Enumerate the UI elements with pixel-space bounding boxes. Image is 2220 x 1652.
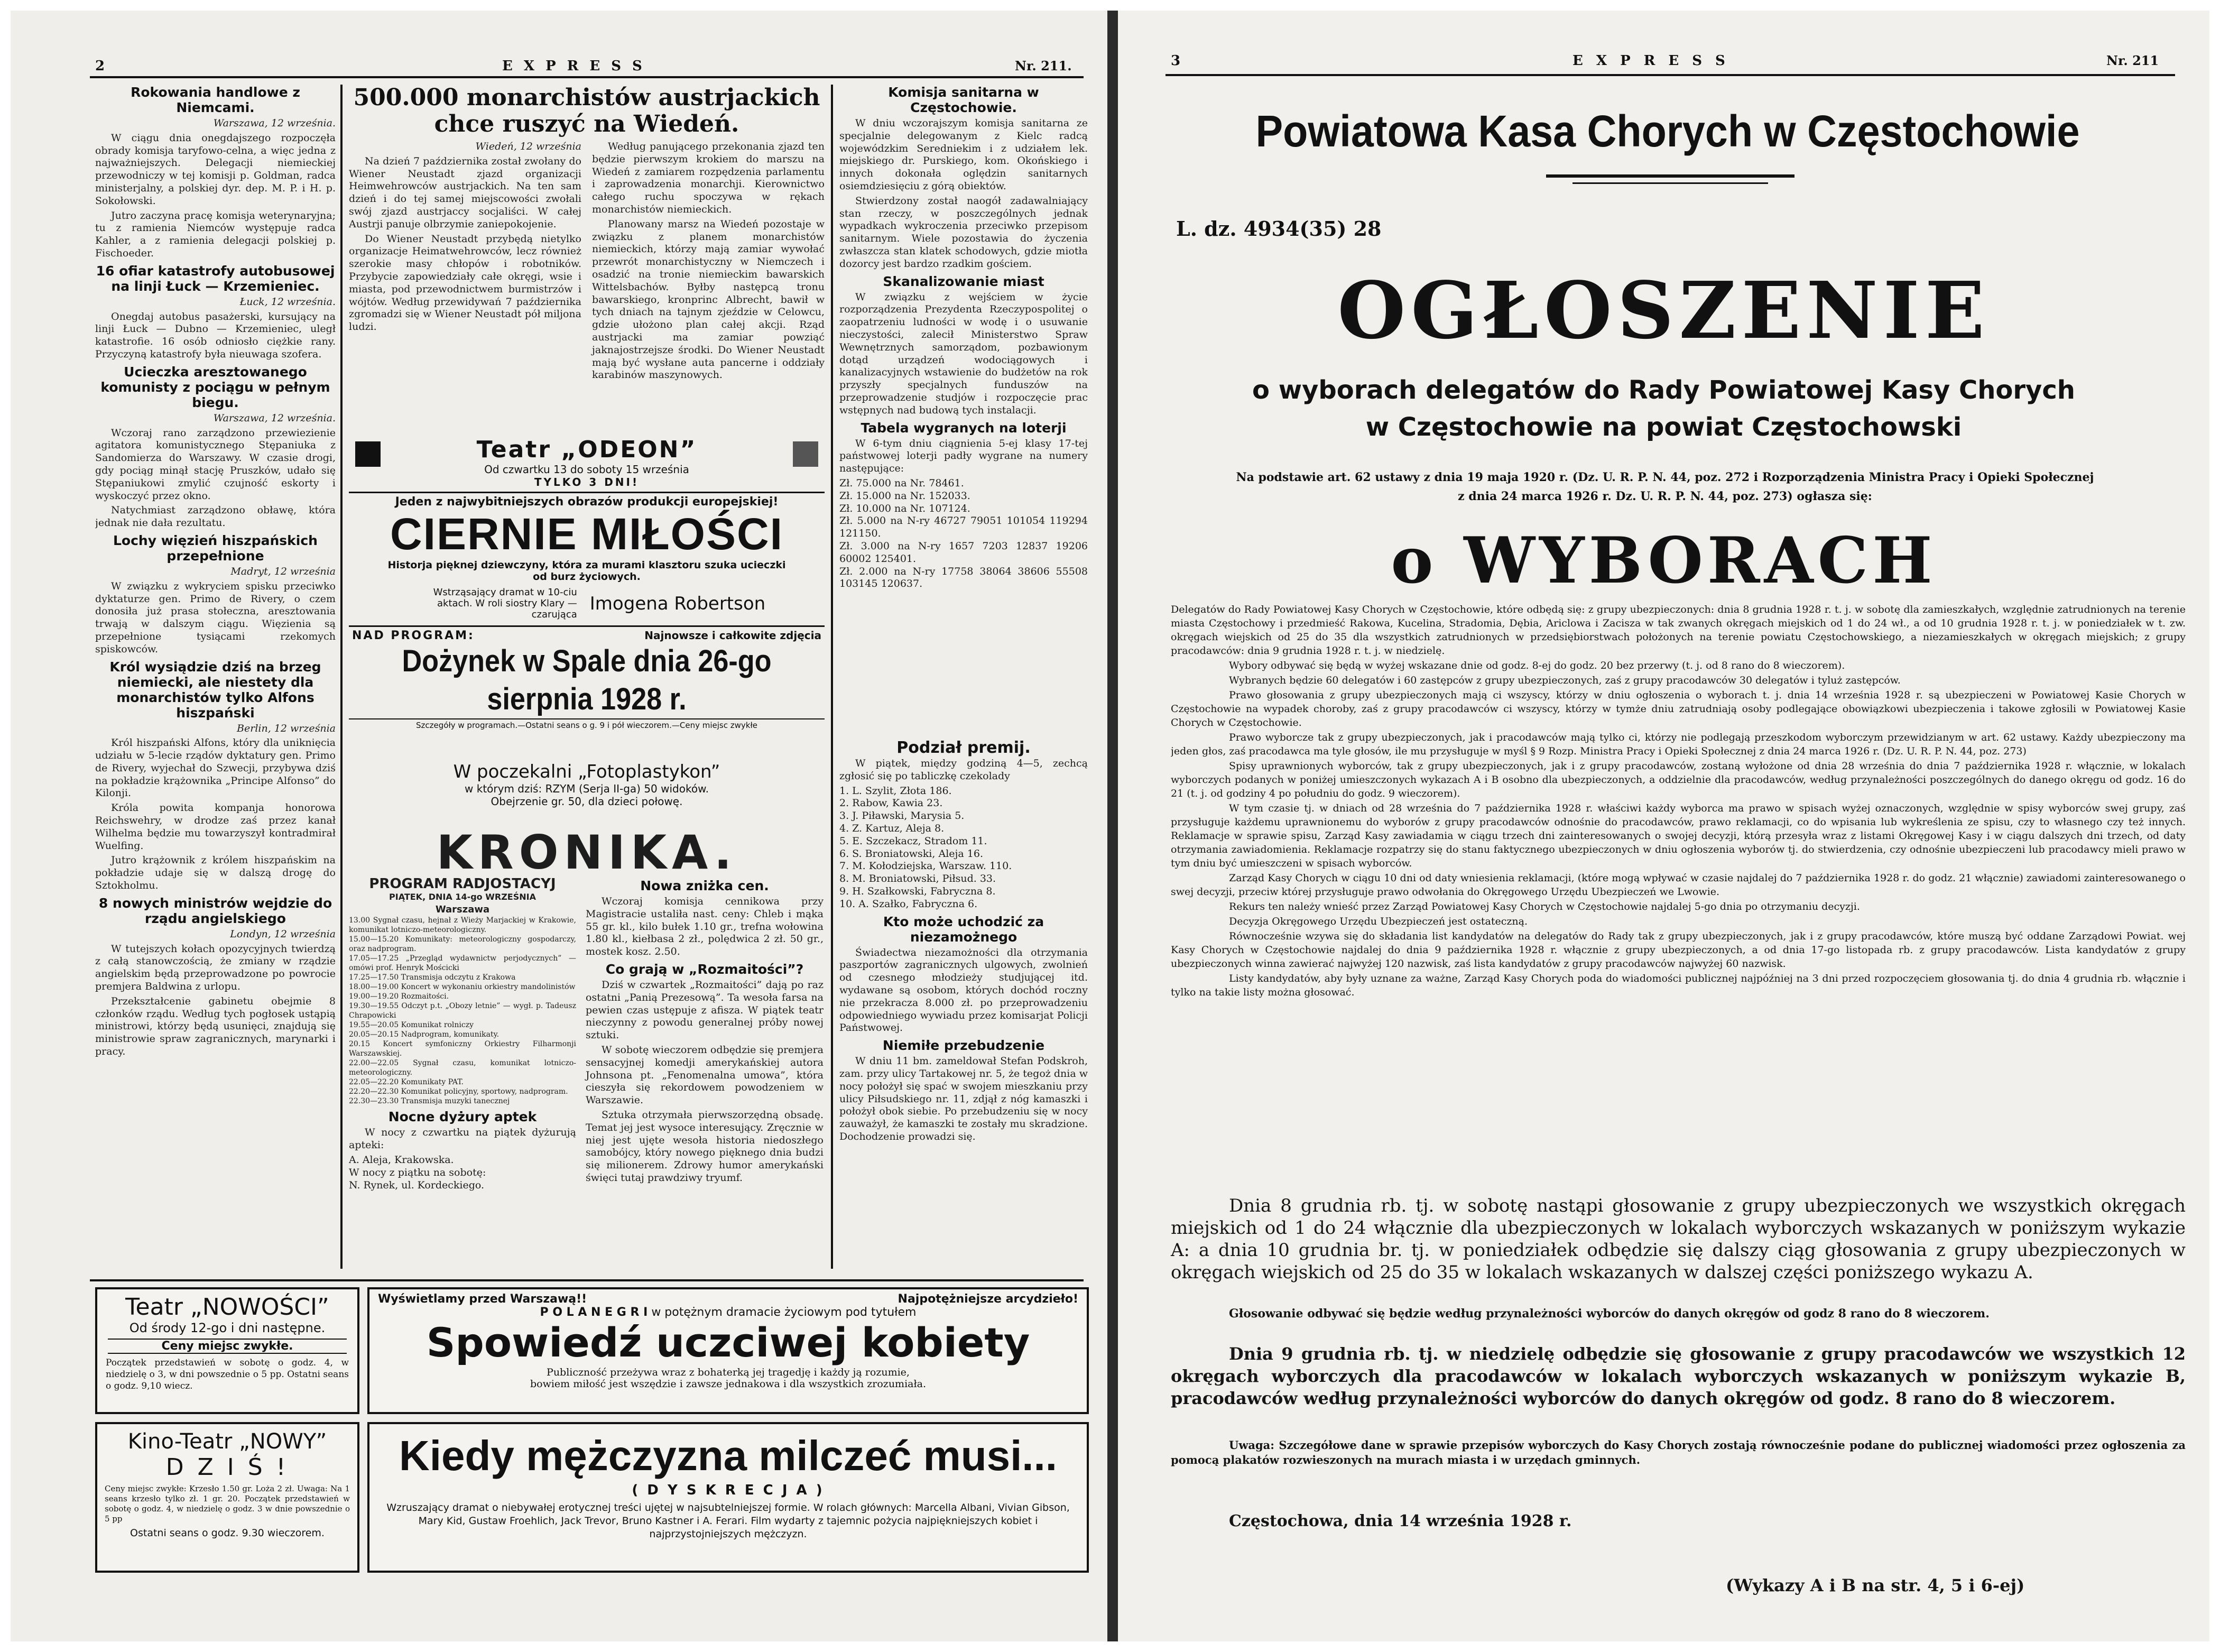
prize-winner: 10. A. Szałko, Fabryczna 6. xyxy=(839,898,978,910)
dateline: Berlin, 12 września xyxy=(237,722,336,734)
price-info: Ceny miejsc zwykłe: Krzesło 1.50 gr. Loża 2 zł. Uwaga: Na 1 seans krzesło tylko zł. 1 gr. 20. Początek przedstawień w sobotę o godz. 4, w niedzielę o godz. 3 w dnie powszednie o 5 pp xyxy=(105,1484,350,1524)
headline: Tabela wygranych na loterji xyxy=(861,420,1067,436)
lottery-line: Zł. 2.000 na N-ry 17758 38064 38606 55508 103145 120637. xyxy=(839,565,1088,590)
film-description: Wstrząsający dramat w 10-ciu aktach. W roli siostry Klary — czarująca xyxy=(433,587,577,620)
film-subtitle: Historja pięknej dziewczyny, która za murami klasztoru szuka ucieczki od burz życiowych. xyxy=(387,559,786,583)
radio-item: 13.00 Sygnał czasu, hejnał z Wieży Marjackiej w Krakowie, komunikat lotniczo-meteorologiczny. xyxy=(349,916,576,935)
main-article xyxy=(349,85,825,423)
article-text: W dniu wczorajszym komisja sanitarna ze specjalnie delegowanym z Kielc radcą wojewódzkim Seredniekim i z udziałem lek. miejskiego dr. Purskiego, kom. Okońskiego i innych dokonała oględzin sanitarnych osiemdziesięciu z górą obiektów. xyxy=(839,117,1088,192)
odeon-footer: Szczegóły w programach.—Ostatni seans o g. 9 i pół wieczorem.—Ceny miejsc zwykłe xyxy=(349,718,825,730)
article-text: W 6-tym dniu ciągnienia 5-ej klasy 17-tej państwowej loterji padły wygrane na numery następujące: xyxy=(839,437,1088,475)
radio-item: 22.05—22.20 Komunikaty PAT. xyxy=(349,1078,464,1087)
days-note: TYLKO 3 DNI! xyxy=(534,476,640,488)
radio-title: PROGRAM RADJOSTACYJ xyxy=(369,876,556,892)
prize-winner: 7. M. Kołodziejska, Warszaw. 110. xyxy=(839,860,1012,872)
headline: Podział premij. xyxy=(896,740,1031,757)
legal-basis: Na podstawie art. 62 ustawy z dnia 19 maja 1920 r. (Dz. U. R. P. N. 44, poz. 272 i Rozporządzenia Ministra Pracy i Opieki Społecznej xyxy=(1236,470,2094,484)
headline: Niemiłe przebudzenie xyxy=(882,1038,1045,1054)
screening-dates: Od czwartku 13 do soboty 15 września xyxy=(484,463,689,476)
article-text: Według panującego przekonania zjazd ten będzie pierwszym krokiem do marszu na Wiedeń z zamiarem rozpędzenia parlamentu i zaprowadzenia monarchji. Kierownictwo całego ruchu spoczywa w rękach monarchistów niemieckich. xyxy=(592,141,825,215)
page-number: 2 xyxy=(95,58,105,74)
article-text: Świadectwa niezamożności dla otrzymania paszportów zagranicznych ulgowych, zwolnień od czesnego młodzieży studjującej itd. wydawane są osobom, których dochód roczny nie przekracza 8.000 zł. po przeprowadzeniu odpowiedniego wywiadu przez komisarjat Policji Państwowej. xyxy=(839,946,1088,1034)
column-rule xyxy=(340,85,343,1269)
section-rule xyxy=(90,1279,1084,1281)
bonus-text: Najnowsze i całkowite zdjęcia xyxy=(644,629,821,642)
notice-paragraph: Decyzja Okręgowego Urzędu Ubezpieczeń jest ostateczną. xyxy=(1229,916,1528,927)
article-text: Do Wiener Neustadt przybędą nietylko organizacje Heimatwehrowców, lecz również szerokie masy chłopów i robotników. Przybycie zapowiedziały całe okręgi, wsie i miasta, pod przewodnictwem burmistrzów i wójtów. Według przewidywań 7 października zgromadzi się w Wiener Neustadt pół miljona ludzi. xyxy=(349,233,581,333)
voting-hours: Głosowanie odbywać się będzie według przynależności wyborców do danych okręgów od godz 8 rano do 8 wieczorem. xyxy=(1229,1307,1990,1321)
lists-reference: (Wykazy A i B na str. 4, 5 i 6-ej) xyxy=(1726,1575,2025,1595)
newspaper-scan xyxy=(11,11,2209,1641)
page-gutter xyxy=(1107,11,1118,1641)
article-text: Natychmiast zarządzono obławę, która jednak nie dała rezultatu. xyxy=(95,504,336,529)
notice-paragraph: Delegatów do Rady Powiatowej Kasy Chorych w Częstochowie, które odbędą się: z grupy ubezpieczonych: dnia 8 grudnia 1928 r. t. j. w sobotę dla zamieszkałych, względnie zatrudnionych na terenie miasta Częstochowy i przedmieść Rakowa, Kucelina, Stradomia, Dębia, Ariclowa i Zacisza w tak zwanych okręgach miejskich od 1 do 24 wł., a od 10 grudnia 1928 r. t. j. w poniedziałek w t. zw. okręgach wiejskich od 25 do 35 dla wszystkich zatrudnionych w przedsiębiorstwach położonych na terenie powiatu Częstochowskiego, a niezamieszkałych w okręgach miejskich; z grupy pracodawców: dnia 9 grudnia 1928 r. t. j. w niedzielę. xyxy=(1171,604,2186,657)
notice-body xyxy=(1171,603,2186,1184)
spowiedz-ad xyxy=(367,1287,1089,1414)
article-text: Króla powita kompanja honorowa Reichswehry, w drodze zaś przez kanał Wilhelma będzie mu towarzyszył kontradmirał Wuelfing. xyxy=(95,802,336,852)
article-text: W dniu 11 bm. zameldował Stefan Podskroh, zam. przy ulicy Tartakowej nr. 5, że tegoż dnia w nocy położył się spać w swojem mieszkaniu przy ulicy Piłsudskiego nr. 11, zdjął z nóg kamaszki i położył obok siebie. Po przebudzeniu się w nocy zauważył, że kamaszki te zostały mu skradzione. Dochodzenie prowadzi się. xyxy=(839,1055,1088,1142)
notice-paragraph: Wybory odbywać się będą w wyżej wskazane dnie od godz. 8-ej do godz. 20 bez przerwy (t. j. od 8 rano do 8 wieczorem). xyxy=(1229,660,1845,671)
headline: Komisja sanitarna w Częstochowie. xyxy=(888,85,1039,115)
article-text: Onegdaj autobus pasażerski, kursujący na linji Łuck — Dubno — Krzemieniec, uległ katastrofie. 16 osób odniosło ciężkie rany. Przyczyną katastrofy była nieuwaga szofera. xyxy=(95,310,336,360)
prize-winner: 4. Z. Kartuz, Aleja 8. xyxy=(839,822,945,834)
tagline: Jeden z najwybitniejszych obrazów produkcji europejskiej! xyxy=(349,492,825,509)
notice-title: OGŁOSZENIE xyxy=(1337,264,1990,356)
prize-winner: 3. J. Piławski, Marysia 5. xyxy=(839,810,965,822)
radio-item: 22.30—23.30 Transmisja muzyki tanecznej xyxy=(349,1097,510,1106)
article-text: Jutro krążownik z królem hiszpańskim na pokładzie udaje się w dalszą drogę do Sztokholmu. xyxy=(95,854,336,892)
radio-item: 19.00—19.20 Rozmaitości. xyxy=(349,992,449,1001)
today-label: D Z I Ś ! xyxy=(165,1454,289,1481)
lottery-line: Zł. 10.000 na Nr. 107124. xyxy=(839,502,970,514)
film-title: Kiedy mężczyzna milczeć musi... xyxy=(399,1432,1057,1479)
bonus-film: Dożynek w Spale dnia 26-go sierpnia 1928 r. xyxy=(402,644,772,716)
notice-paragraph: W tym czasie tj. w dniach od 28 września do 7 października 1928 r. właściwi każdy wyborca ma prawo w spisach wyżej oznaczonych, względnie w spisy wyborców swej grupy, zaś przysługuje każdemu uprawnionemu do wyborów z grupy pracodawców odnośnie do pracodawców, prawo reklamacji, co do wpisania lub wykreślenia ze spisu, czy to własnego czy też innych. Reklamacje w sprawie spisu, Zarząd Kasy zawiadamia w ciągu trzech dni zainteresowanych o swojej decyzji, którą przesyła wraz z listami Okręgowej Kasy i w ciągu dalszych dni trzech, od daty otrzymania zawiadomienia. Reklamacje rozpatrzy się do stanu faktycznego ubezpieczonych w dniu ogłoszenia wyborów tj. do stwierdzenia, czy odnośnie ubezpieczeni lub pracodawcy mieli prawo w tym dniu być umieszczeni w spisach wyborców. xyxy=(1171,802,2186,869)
radio-item: 17.05—17.25 „Przegląd wydawnictw perjodycznych” — omówi prof. Henryk Mościcki xyxy=(349,954,576,973)
prize-winner: 8. M. Broniatowski, Piłsud. 33. xyxy=(839,873,996,885)
prize-winner: 1. L. Szylit, Złota 186. xyxy=(839,785,952,797)
ornament-square xyxy=(355,441,381,467)
notice-paragraph: Prawo głosowania z grupy ubezpieczonych mają ci wszyscy, którzy w dniu ogłoszenia o wyborach t. j. dnia 14 września 1928 r. są ubezpieczeni w Powiatowej Kasie Chorych w Częstochowie na wypadek choroby, zaś z grupy pracodawców ci wszyscy, którzy w tymże dniu zatrudniają osoby podlegające obowiązkowi ubezpieczenia i takowe zgłosili w Powiatowej Kasie Chorych w Częstochowie. xyxy=(1171,689,2186,728)
article-text: Stwierdzony został naogół zadawalniający stan rzeczy, w poszczególnych jednak wypadkach wykroczenia przeciwko przepisom sanitarnym. Wiele pozostawia do życzenia zwłaszcza stan klatek schodowych, gdzie miotła dozorcy jest bardzo rzadkim gościem. xyxy=(839,195,1088,270)
prize-winner: 5. E. Szczekacz, Stradom 11. xyxy=(839,835,987,847)
issue-number: Nr. 211. xyxy=(1015,58,1072,73)
notice-paragraph: Równocześnie wzywa się do składania list kandydatów na delegatów do Rady tak z grupy ubezpieczonych, jak i z grupy pracodawców, które muszą być oddane Zarządowi Powiat. wej Kasy Chorych w Częstochowie najdalej do dnia 9 października 1928 r. włącznie z grupy ubezpieczonych, a od dnia 17-go listopada rb. z grupy pracodawców. Lista kandydatów z grupy ubezpieczonych winna zawierać najwyżej 120 nazwisk, zaś lista kandydatów z grupy pracodawców najwyżej 60 nazwisk. xyxy=(1171,930,2186,970)
headline: Rokowania handlowe z Niemcami. xyxy=(131,85,300,115)
notice-paragraph: Zarząd Kasy Chorych w ciągu 10 dni od daty wniesienia reklamacji, (które mogą wpływać w czasie najdalej do 7 października 1928 r. do godz. 21 włącznie) zawiadomi zainteresowanego o swej decyzji, przeciw której przysługuje prawo odwołania do Okręgowego Urzędu Ubezpieczeń we Lwowie. xyxy=(1171,872,2186,898)
article-text: W piątek, między godziną 4—5, zechcą zgłosić się po tabliczkę czekolady xyxy=(839,758,1088,782)
page-number: 3 xyxy=(1171,53,1181,69)
film-title: Spowiedź uczciwej kobiety xyxy=(426,1319,1030,1366)
place-date: Częstochowa, dnia 14 września 1928 r. xyxy=(1229,1512,1572,1530)
prize-winner: 2. Rabow, Kawia 23. xyxy=(839,797,943,809)
radio-item: 19.55—20.05 Komunikat rolniczy xyxy=(349,1021,474,1030)
running-title: E X P R E S S xyxy=(1572,53,1729,69)
dateline: Warszawa, 12 września. xyxy=(213,117,336,129)
headline: Ucieczka aresztowanego komunisty z pociągu w pełnym biegu. xyxy=(100,364,330,410)
odeon-ad xyxy=(349,431,825,759)
dateline: Madryt, 12 września xyxy=(230,565,336,577)
fotoplastykon-title: W poczekalni „Fotoplastykon” xyxy=(453,761,720,782)
article-text: Wczoraj rano zarządzono przewiezienie agitatora komunistycznego Stępaniuka z Sandomierza do Warszawy. W czasie drogi, gdy pociąg minął stację Pruszków, udało się Stępaniukowi zmylić czujność eskorty i wyskoczyć przez okno. xyxy=(95,427,336,502)
page-2 xyxy=(11,11,1107,1641)
prize-winner: 6. S. Broniatowski, Aleja 16. xyxy=(839,847,983,860)
prize-winner: 9. H. Szałkowski, Fabryczna 8. xyxy=(839,885,996,897)
radio-item: 17.25—17.50 Transmisja odczytu z Krakowa xyxy=(349,973,516,982)
institution-header: Powiatowa Kasa Chorych w Częstochowie xyxy=(1255,106,2080,156)
header-rule xyxy=(1166,74,2175,76)
theatre-name: Teatr „NOWOŚCI” xyxy=(125,1294,329,1321)
headline: Król wysiądzie dziś na brzeg niemiecki, ale niestety dla monarchistów tylko Alfons hiszpański xyxy=(109,659,321,721)
fotoplastykon-line: w którym dziś: RZYM (Serja II-ga) 50 widoków. xyxy=(465,782,709,795)
radio-item: 15.00—15.20 Komunikaty: meteorologiczny gospodarczy, oraz nadprogram. xyxy=(349,935,576,954)
headline: Kto może uchodzić za niezamożnego xyxy=(883,913,1044,945)
header-rule xyxy=(90,76,1084,78)
film-description: Wzruszający dramat o niebywałej erotycznej treści ujętej w najsubtelniejszej formie. W rolach głównych: Marcella Albani, Vivian Gibson, Mary Kid, Gustaw Froehlich, Jack Trevor, Bruno Kastner i A. Ferari. Film wydarty z tajemnic pożycia najpiękniejszych kobiet i najprzystojniejszych mężczyzn. xyxy=(386,1502,1070,1540)
column-4-lower xyxy=(839,740,1088,1269)
notice-subtitle: o wyborach delegatów do Rady Powiatowej Kasy Chorych xyxy=(1252,375,2075,405)
bonus-label: NAD PROGRAM: xyxy=(352,629,475,642)
article-text: Wczoraj komisja cennikowa przy Magistracie ustaliła nast. ceny: Chleb i mąka 55 gr. kl., kilo bułek 1.10 gr., trefna wołowina 1.80 kl., kiełbasa 2 zł., polędwica 2 zł. 50 gr., mostek kosz. 2.50. xyxy=(586,896,824,958)
notice-paragraph: Rekurs ten należy wnieść przez Zarząd Powiatowej Kasy Chorych w Częstochowie najdalej 5-go dnia po otrzymaniu decyzji. xyxy=(1229,901,1860,912)
ad-slogan: Wyświetlamy przed Warszawą!! xyxy=(378,1293,587,1306)
star-caption: w potężnym dramacie życiowym pod tytułem xyxy=(651,1306,917,1319)
film-subtitle: ( D Y S K R E C J A ) xyxy=(632,1482,825,1498)
lottery-line: Zł. 3.000 na N-ry 1657 7203 12837 19206 60002 125401. xyxy=(839,540,1088,565)
issue-number: Nr. 211 xyxy=(2106,53,2159,68)
notice-paragraph: Prawo wyborcze tak z grupy ubezpieczonych, jak i pracodawców mają tylko ci, którzy nie podlegają przeszkodom wyborczym przewidzianym w art. 62 ustawy. Każdy ubezpieczony ma jeden głos, zaś pracodawca ma tyle głosów, ile mu przysługuje w myśl § 9 Rozp. Ministra Pracy i Opieki Społecznej z dnia 24 marca 1926 r. (Dz. U. R. P. N. 44, poz. 273) xyxy=(1171,732,2186,757)
voting-announcement: Dnia 8 grudnia rb. tj. w sobotę nastąpi głosowanie z grupy ubezpieczonych we wszystkich okręgach miejskich od 1 do 24 włącznie dla ubezpieczonych w lokalach wyborczych wskazanych w poniższym wykazie A: a dnia 10 grudnia br. tj. w poniedziałek odbędzie się dalszy ciąg głosowania z grupy ubezpieczonych w okręgach wiejskich od 25 do 35 w lokalach wskazanych w dalszej części poniższego wykazu A. xyxy=(1171,1195,2186,1283)
headline: 8 nowych ministrów wejdzie do rządu angielskiego xyxy=(98,895,332,926)
headline: 16 ofiar katastrofy autobusowej na linji Łuck — Krzemieniec. xyxy=(96,263,335,294)
pharmacy-line: N. Rynek, ul. Kordeckiego. xyxy=(349,1179,485,1191)
lottery-line: Zł. 5.000 na N-ry 46727 79051 101054 119294 121150. xyxy=(839,515,1088,540)
radio-item: 22.00—22.05 Sygnał czasu, komunikat lotniczo-meteorologiczny. xyxy=(349,1059,576,1077)
notice-remark: Uwaga: Szczegółowe dane w sprawie przepisów wyborczych do Kasy Chorych zostają równocześnie podane do publicznej wiadomości przez ogłoszenia za pomocą plakatów rozwieszonych na murach miasta i w urzędach gminnych. xyxy=(1171,1438,2186,1466)
film-description: Publiczność przeżywa wraz z bohaterką jej tragedję i każdy ją rozumie, bowiem miłość jest wszędzie i zawsze jednakowa i dla wszystkich zrozumiała. xyxy=(530,1367,927,1390)
actress-name: Imogena Robertson xyxy=(589,593,766,614)
article-text: Na dzień 7 października został zwołany do Wiener Neustadt zjazd organizacji Heimwehrowców austrjackich. Na ten sam dzień i do tej samej miejscowości zwołali swój zjazd austrjaccy socjaliści. W całej Austrji panuje olbrzymie zaniepokojenie. xyxy=(349,155,581,230)
headline: Lochy więzień hiszpańskich przepełnione xyxy=(113,532,318,564)
pharmacy-line: A. Aleja, Krakowska. xyxy=(349,1153,454,1166)
radio-item: 19.30—19.55 Odczyt p.t. „Obozy letnie” — wygł. p. Tadeusz Chrapowicki xyxy=(349,1002,576,1020)
article-text: Jutro zaczyna pracę komisja weterynaryjna; tu z ramienia Niemców występuje radca Kahler, a z ramienia delegacji polskiej p. Fischoeder. xyxy=(95,209,336,259)
article-text: W sobotę wieczorem odbędzie się premjera sensacyjnej komedji amerykańskiej autora Johnsona pt. „Fenomenalna umowa”, która cieszyła się rekordowem powodzeniem w Warszawie. xyxy=(586,1044,824,1106)
radio-date: PIĄTEK, DNIA 14-go WRZEŚNIA xyxy=(389,891,536,902)
nowosci-ad xyxy=(95,1287,359,1414)
notice-paragraph: Wybranych będzie 60 delegatów i 60 zastępców z grupy ubezpieczonych, zaś z grupy pracodawców 30 delegatów i tyluż zastępców. xyxy=(1229,675,1901,686)
radio-item: 20.15 Koncert symfoniczny Orkiestry Filharmonji Warszawskiej. xyxy=(349,1040,576,1058)
showtimes: Początek przedstawień w sobotę o godz. 4, w niedzielę o 3, w dni powszednie o 5 pp. Ostatni seans o godz. 9,10 wiecz. xyxy=(106,1358,349,1391)
nowy-ad xyxy=(95,1422,359,1573)
price-note: Ceny miejsc zwykłe. xyxy=(108,1339,347,1354)
notice-paragraph: Spisy uprawnionych wyborców, tak z grupy ubezpieczonych, jak i z grupy pracodawców, zostaną wyłożone od dnia 28 września do dnia 7 października 1928 r. włącznie, w lokalach wyborczych podanych w poniżej umieszczonych wykazach A i B osobno dla ubezpieczonych, a oddzielnie dla pracodawców, według przynależności poszczególnych do danego okręgu od godz. 16 do 21 (t. j. od godziny 4 po południu do godz. 9 wieczorem). xyxy=(1171,760,2186,799)
fotoplastykon-line: Obejrzenie gr. 50, dla dzieci połowę. xyxy=(491,795,683,808)
milczec-ad xyxy=(367,1422,1089,1573)
notice-subtitle: w Częstochowie na powiat Częstochowski xyxy=(1365,412,1962,442)
theatre-name: Kino-Teatr „NOWY” xyxy=(127,1429,327,1454)
dateline: Londyn, 12 września xyxy=(230,928,336,940)
radio-city: Warszawa xyxy=(435,903,490,915)
article-text: W nocy z czwartku na piątek dyżurują apteki: xyxy=(349,1127,576,1151)
article-text: W związku z wykryciem spisku przeciwko dyktaturze gen. Primo de Rivery, o czem donosiła już prasa stołeczna, aresztowania trwają w dalszym ciągu. Więzienia są przepełnione tysiącami rzekomych spiskowców. xyxy=(95,580,336,655)
dateline: Warszawa, 12 września. xyxy=(213,412,336,424)
pharmacy-line: W nocy z piątku na sobotę: xyxy=(349,1166,486,1178)
article-text: W ciągu dnia onegdajszego rozpoczęła obrady komisja taryfowo-celna, a więc jedna z najważniejszych. Delegacji niemieckiej przewodniczy w tej komisji p. Goldman, radca ministerjalny, a polskiej dyr. dep. M. P. i H. p. Sokołowski. xyxy=(95,132,336,207)
legal-basis: z dnia 24 marca 1926 r. Dz. U. R. P. N. 44, poz. 273) ogłasza się: xyxy=(1458,490,1872,503)
star-name: P O L A N E G R I xyxy=(540,1306,648,1319)
last-showing: Ostatni seans o godz. 9.30 wieczorem. xyxy=(130,1527,325,1539)
radio-item: 18.00—19.00 Koncert w wykonaniu orkiestry mandolinistów xyxy=(349,983,576,992)
screening-dates: Od środy 12-go i dni następne. xyxy=(129,1321,326,1335)
article-text: W związku z wejściem w życie rozporządzenia Prezydenta Rzeczypospolitej o zaopatrzeniu ludności w wodę i o usuwanie nieczystości, zalecił Ministerstwo Spraw Wewnętrznych samorządom, pozbawionym dotąd urządzeń wodociągowych i kanalizacyjnych wstawienie do budżetów na rok przyszły specjalnych funduszów na przeprowadzenie studjów i rozpoczęcie prac wstępnych nad budową tych instalacji. xyxy=(839,291,1088,416)
headline: Nowa zniżka cen. xyxy=(640,878,769,893)
article-text: Przekształcenie gabinetu obejmie 8 członków rządu. Według tych pogłosek ustąpią ministrowi, którzy będą usunięci, znajdują się ministrowie spraw zagranicznych, marynarki i pracy. xyxy=(95,995,336,1058)
ad-slogan: Najpotężniejsze arcydzieło! xyxy=(898,1293,1078,1306)
header-rule-thick xyxy=(1546,174,1794,178)
film-title: CIERNIE MIŁOŚCI xyxy=(390,509,784,559)
employer-voting-announcement: Dnia 9 grudnia rb. tj. w niedzielę odbędzie się głosowanie z grupy pracodawców we wszystkich 12 okręgach wyborczych dla pracodawców w lokalach wyborczych wskazanych w poniższym wykazie B, pracodawców według przynależności wyborców do danych okręgów od godz. 8 rano do 8 wieczorem. xyxy=(1171,1344,2186,1408)
radio-item: 20.05—20.15 Nadprogram, komunikaty. xyxy=(349,1030,500,1039)
article-text: Sztuka otrzymała pierwszorzędną obsadę. Temat jej jest wysoce interesujący. Zręcznie w niej jest ujęte wesoła historia niedoszłego samobójcy, który nowego pięknego dnia budzi się milionerem. Zdrowy humor amerykański święci tutaj prawdziwy tryumf. xyxy=(586,1109,824,1184)
column-1 xyxy=(95,85,336,1269)
article-text: Planowany marsz na Wiedeń pozostaje w związku z planem monarchistów niemieckich, którzy mają zamiar wywołać przewrót monarchistyczny w Niemczech i osadzić na tronie niemieckim bawarskich Wittelsbachów. Byłby następcą tronu bawarskiego, kronprinc Albrecht, bawił w tych dniach na tajnym zjeździe w Celowcu, gdzie ułożono plan całej akcji. Rząd austrjacki ma zamiar powziąć jaknajostrzejsze środki. Do Wiener Neustadt mają być wysłane auta pancerne i oddziały karabinów maszynowych. xyxy=(592,218,825,381)
fotoplastykon-ad xyxy=(349,761,825,822)
article-text: Dziś w czwartek „Rozmaitości” dają po raz ostatni „Panią Prezesową”. Ta wesoła farsa na pewien czas ustępuje z afisza. W piątek teatr nieczynny z powodu generalnej próby nowej sztuki. xyxy=(586,979,824,1041)
article-text: W tutejszych kołach opozycyjnych twierdzą z całą stanowczością, że zmiany w rządzie angielskim będą przeprowadzone po powrocie premjera Baldwina z urlopu. xyxy=(95,943,336,993)
dateline: Łuck, 12 września. xyxy=(239,296,336,308)
ornament-square xyxy=(793,441,818,467)
column-4 xyxy=(839,85,1088,677)
article-text: Król hiszpański Alfons, który dla uniknięcia udziału w 5-lecie rządów dyktatury gen. Primo de Rivery, wyjechał do Szwecji, przybywa dziś na pokładzie krążownika „Principe Alfonso” do Kilonji. xyxy=(95,737,336,799)
page-3 xyxy=(1118,11,2209,1641)
elections-heading: o WYBORACH xyxy=(1391,523,1937,598)
headline: Nocne dyżury aptek xyxy=(388,1109,537,1125)
running-title: E X P R E S S xyxy=(502,58,645,74)
notice-paragraph: Listy kandydatów, aby były uznane za ważne, Zarząd Kasy Chorych poda do wiadomości publicznej najpóźniej na 3 dni przed rozpoczęciem głosowania tj. do dnia 4 grudnia rb. włącznie i tylko na takie listy można głosować. xyxy=(1171,973,2186,998)
dateline: Wiedeń, 12 września xyxy=(475,141,581,152)
theatre-name: Teatr „ODEON” xyxy=(476,436,697,463)
column-rule xyxy=(831,85,833,1269)
reference-number: L. dz. 4934(35) 28 xyxy=(1176,217,1382,241)
lottery-line: Zł. 15.000 na Nr. 152033. xyxy=(839,490,970,502)
kronika-title: KRONIKA. xyxy=(436,827,737,880)
headline: Co grają w „Rozmaitości”? xyxy=(605,961,804,977)
radio-item: 22.20—22.30 Komunikat policyjny, sportowy, nadprogram. xyxy=(349,1087,568,1096)
header-rule-thin xyxy=(1572,182,1768,184)
headline: Skanalizowanie miast xyxy=(883,273,1044,289)
lottery-line: Zł. 75.000 na Nr. 78461. xyxy=(839,477,964,489)
kronika-section xyxy=(349,827,825,1271)
main-headline: 500.000 monarchistów austrjackich chce ruszyć na Wiedeń. xyxy=(353,85,820,137)
